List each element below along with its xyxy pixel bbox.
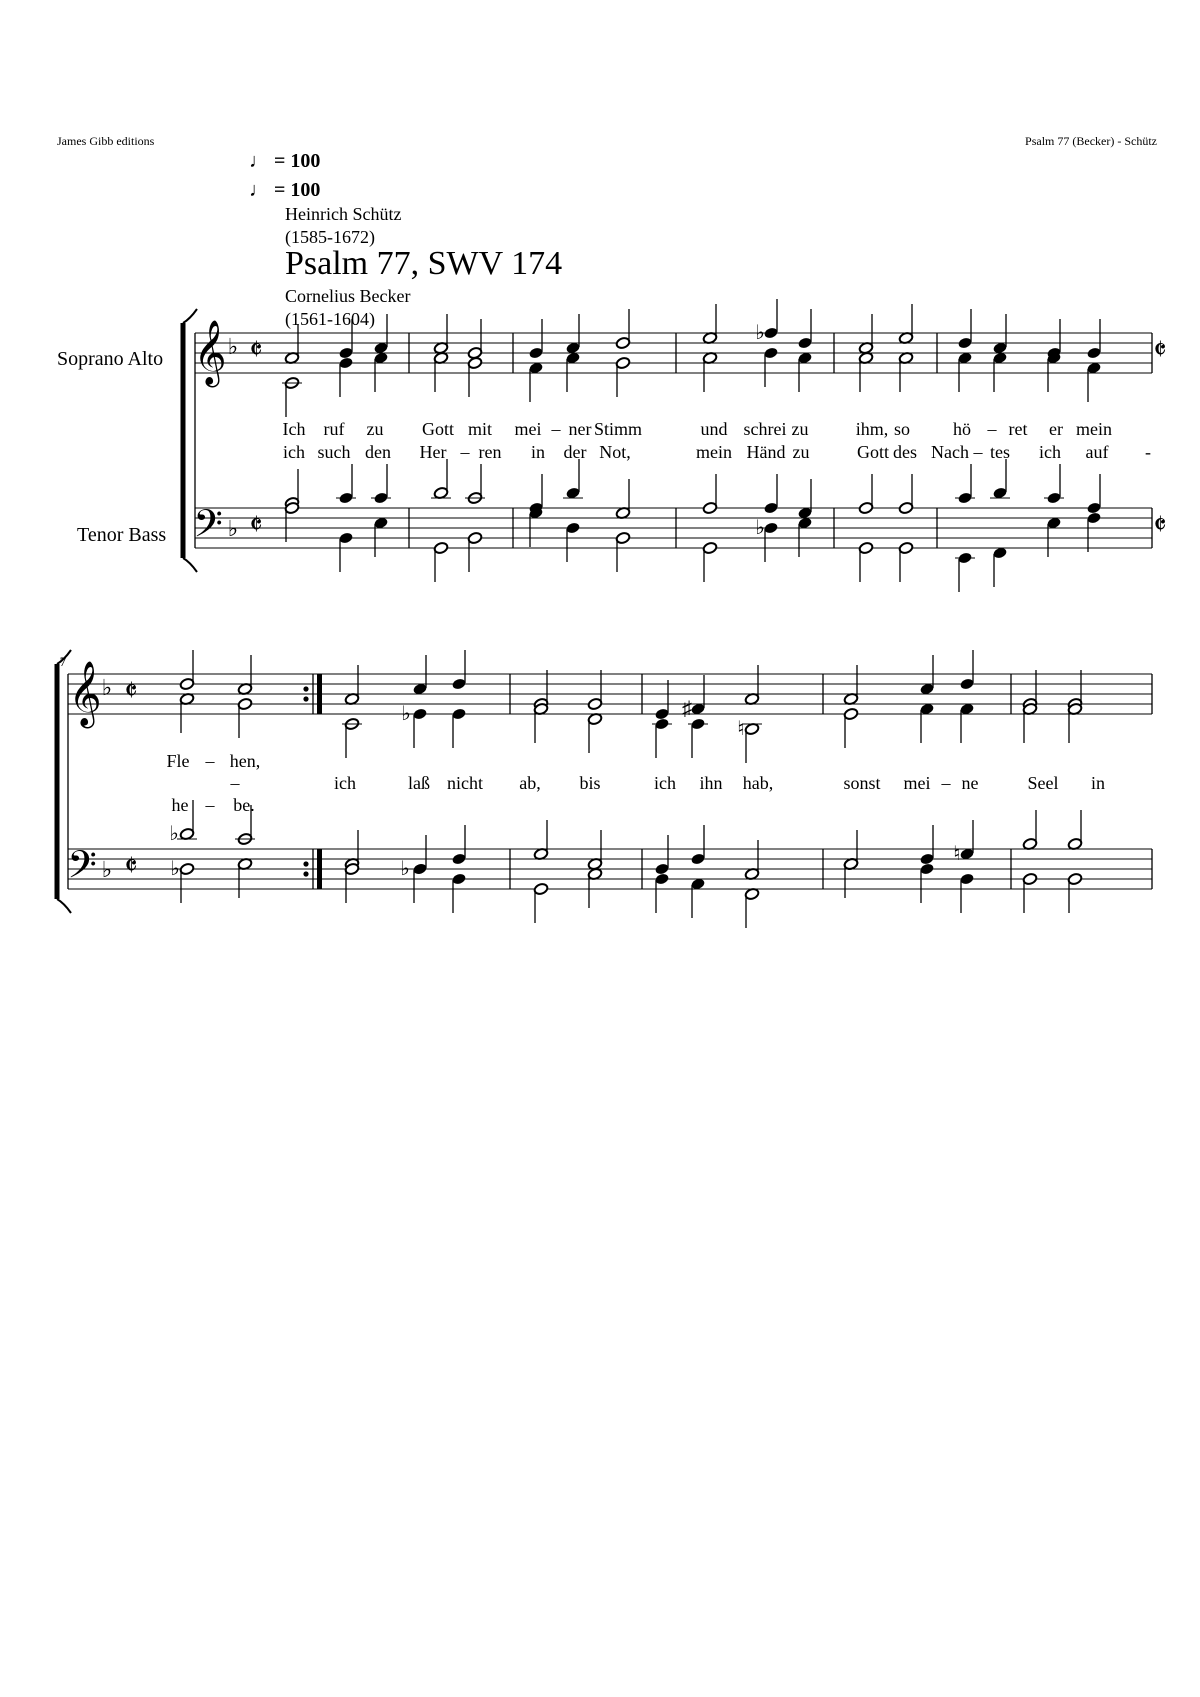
lyric-verse1: in	[1090, 773, 1106, 793]
upper-note	[179, 692, 194, 733]
lyric-verse2: Händ	[746, 442, 786, 462]
lyric-verse2: –	[460, 442, 470, 462]
treble-clef-icon: 𝄞	[193, 322, 227, 384]
lyric-verse2: Nach	[931, 442, 969, 462]
upper-note	[565, 351, 580, 392]
lower-note	[1067, 810, 1082, 851]
lyric-verse2: Her	[419, 442, 447, 462]
lyric-verse1: er	[1049, 419, 1063, 439]
lower-note	[615, 479, 630, 520]
lower-note	[797, 516, 812, 557]
lyric-verse1: –	[987, 419, 997, 439]
lyric-verse2: –	[205, 795, 215, 815]
lower-note	[959, 872, 974, 913]
upper-note	[412, 655, 427, 696]
lower-note	[763, 474, 778, 515]
upper-note	[533, 702, 548, 743]
upper-note	[467, 319, 482, 360]
upper-note	[858, 351, 873, 392]
lower-note	[955, 551, 975, 592]
repeat-dot	[303, 696, 308, 701]
lyric-middle: –	[230, 773, 240, 793]
lyric-verse1: laß	[408, 773, 430, 793]
lyric-verse1: und	[700, 419, 728, 439]
lower-note	[690, 825, 705, 866]
upper-note	[237, 655, 252, 696]
lower-note	[1086, 474, 1101, 515]
lower-note	[1022, 872, 1037, 913]
flat-accidental: ♭	[401, 703, 411, 725]
lyric-verse1: mit	[467, 419, 493, 439]
upper-note	[433, 351, 448, 392]
lower-note	[744, 840, 759, 881]
instrument-label-soprano-alto: Soprano Alto	[57, 348, 164, 370]
lower-note	[431, 459, 451, 500]
lyric-verse1: schrei	[743, 419, 787, 439]
upper-note	[615, 356, 630, 397]
upper-note	[702, 304, 717, 345]
lyric-verse2: auf	[1085, 442, 1109, 462]
lower-note	[587, 830, 602, 871]
upper-note	[992, 314, 1007, 355]
lower-note	[284, 501, 299, 542]
lyric-verse1: ihm,	[855, 419, 889, 439]
lower-note	[344, 862, 359, 903]
upper-note	[763, 299, 778, 340]
lyric-verse2: Gott	[856, 442, 890, 462]
lower-note	[371, 464, 391, 505]
upper-note	[742, 722, 762, 763]
upper-note	[373, 314, 388, 355]
lower-note	[467, 531, 482, 572]
upper-note	[1046, 351, 1061, 392]
upper-note	[957, 351, 972, 392]
upper-note	[688, 717, 708, 758]
upper-note	[338, 356, 353, 397]
lower-note	[412, 862, 427, 903]
lower-note	[702, 474, 717, 515]
lower-note	[858, 474, 873, 515]
sharp-accidental: ♯	[682, 698, 692, 720]
repeat-dot	[303, 861, 308, 866]
upper-note	[843, 665, 858, 706]
lyric-verse1: so	[893, 419, 911, 439]
key-signature-flat: ♭	[227, 516, 239, 541]
upper-note	[373, 351, 388, 392]
lower-note	[955, 464, 975, 505]
upper-note	[1086, 319, 1101, 360]
upper-note	[528, 319, 543, 360]
lower-note	[702, 541, 717, 582]
repeat-dot	[303, 686, 308, 691]
lyricist-dates: (1561-1604)	[285, 309, 375, 329]
measure-number: 7	[59, 654, 67, 669]
upper-note	[342, 717, 362, 758]
upper-note	[959, 702, 974, 743]
lower-note	[587, 867, 602, 908]
lyric-verse1: zu	[791, 419, 809, 439]
lower-note	[338, 531, 353, 572]
upper-note	[587, 670, 602, 711]
upper-note	[992, 351, 1007, 392]
lyric-verse1: ab,	[519, 773, 541, 793]
lyric-verse2: mein	[696, 442, 732, 462]
flat-accidental: ♭	[169, 823, 179, 845]
key-signature-flat: ♭	[227, 334, 239, 359]
upper-note	[690, 675, 705, 716]
lyric-verse1: Gott	[421, 419, 455, 439]
lyric-verse1: ne	[961, 773, 979, 793]
lower-note	[763, 521, 778, 562]
lower-note	[858, 541, 873, 582]
lyricist-name: Cornelius Becker	[285, 286, 411, 306]
time-signature-cut: 𝄵	[249, 509, 263, 542]
lower-note	[654, 872, 669, 913]
upper-note	[615, 309, 630, 350]
lyric-verse2: ich	[1039, 442, 1061, 462]
bracket-hook	[57, 899, 71, 913]
lower-note	[451, 872, 466, 913]
upper-note	[565, 314, 580, 355]
lyric-verse1: Fle	[166, 751, 190, 771]
lower-note	[1067, 872, 1082, 913]
flat-accidental: ♭	[170, 858, 180, 880]
lower-note	[744, 887, 759, 928]
upper-note	[1086, 361, 1101, 402]
repeat-dot	[303, 871, 308, 876]
lower-note	[615, 531, 630, 572]
lower-note	[654, 835, 669, 876]
edition-label: James Gibb editions	[57, 134, 155, 148]
upper-note	[744, 665, 759, 706]
lyric-verse2: tes	[990, 442, 1010, 462]
lyric-verse2: des	[893, 442, 917, 462]
lower-note	[433, 541, 448, 582]
upper-note	[797, 309, 812, 350]
lyric-verse1: ret	[1008, 419, 1028, 439]
lyric-verse1: bis	[579, 773, 601, 793]
upper-note	[412, 707, 427, 748]
upper-note	[797, 351, 812, 392]
lower-note	[533, 820, 548, 861]
lyric-verse2: -	[1145, 442, 1151, 462]
lyric-verse2: –	[973, 442, 983, 462]
lyric-verse1: –	[551, 419, 561, 439]
upper-note	[528, 361, 543, 402]
quarter-note-icon: ♩	[249, 179, 269, 201]
tempo-value: = 100	[274, 179, 321, 201]
lyric-verse1: Ich	[282, 419, 306, 439]
upper-note	[702, 351, 717, 392]
lyric-verse1: hö	[953, 419, 971, 439]
lyric-verse1: Stimm	[593, 419, 643, 439]
lower-note	[373, 516, 388, 557]
upper-note	[919, 702, 934, 743]
time-signature-cut: 𝄵	[1153, 334, 1167, 367]
lyric-verse2: be.	[233, 795, 255, 815]
lyric-verse1: mei	[903, 773, 931, 793]
natural-accidental: ♮	[737, 718, 745, 740]
lower-note	[336, 464, 356, 505]
upper-note	[344, 665, 359, 706]
upper-note	[237, 697, 252, 738]
lower-note	[919, 825, 934, 866]
time-signature-cut: 𝄵	[1153, 509, 1167, 542]
upper-note	[338, 319, 353, 360]
upper-note	[957, 309, 972, 350]
bass-clef-icon: 𝄢	[67, 844, 97, 895]
lower-note	[959, 820, 974, 861]
running-title: Psalm 77 (Becker) - Schütz	[1025, 134, 1157, 148]
lyric-verse2: Not,	[599, 442, 631, 462]
upper-note	[898, 304, 913, 345]
composer-dates: (1585-1672)	[285, 227, 375, 247]
thick-barline	[317, 674, 322, 714]
lower-note	[179, 862, 194, 903]
lyric-verse1: hen,	[229, 751, 261, 771]
upper-note	[587, 712, 602, 753]
lower-note	[563, 459, 583, 500]
lower-note	[690, 877, 705, 918]
upper-note	[919, 655, 934, 696]
lyric-verse1: mein	[1076, 419, 1112, 439]
bracket-hook	[183, 558, 197, 572]
page-title: Psalm 77, SWV 174	[285, 245, 563, 282]
lower-note	[919, 862, 934, 903]
lyric-verse1: ruf	[323, 419, 345, 439]
flat-accidental: ♭	[755, 517, 765, 539]
bracket-hook	[183, 309, 197, 323]
lower-note	[1044, 464, 1064, 505]
lyric-verse1: sonst	[843, 773, 881, 793]
upper-note	[858, 314, 873, 355]
upper-note	[654, 680, 669, 721]
upper-note	[763, 346, 778, 387]
upper-note	[898, 351, 913, 392]
lower-note	[797, 479, 812, 520]
key-signature-flat: ♭	[101, 675, 113, 700]
flat-accidental: ♭	[400, 858, 410, 880]
upper-note	[284, 324, 299, 365]
lower-note	[990, 459, 1010, 500]
flat-accidental: ♭	[755, 322, 765, 344]
lower-note	[992, 546, 1007, 587]
lyric-verse1: ich	[334, 773, 356, 793]
tempo-value: = 100	[274, 150, 321, 172]
composer-name: Heinrich Schütz	[285, 204, 402, 224]
time-signature-cut: 𝄵	[124, 850, 138, 883]
upper-note	[433, 314, 448, 355]
lyric-verse2: ich	[283, 442, 305, 462]
quarter-note-icon: ♩	[249, 150, 269, 172]
time-signature-cut: 𝄵	[249, 334, 263, 367]
lyric-verse1: –	[941, 773, 951, 793]
time-signature-cut: 𝄵	[124, 675, 138, 708]
upper-note	[843, 707, 858, 748]
lower-note	[898, 474, 913, 515]
upper-note	[652, 717, 672, 758]
lyric-verse2: in	[530, 442, 546, 462]
lower-note	[843, 857, 858, 898]
lower-note	[528, 506, 543, 547]
lower-note	[451, 825, 466, 866]
lyric-verse1: nicht	[447, 773, 483, 793]
lower-note	[565, 521, 580, 562]
upper-note	[282, 376, 302, 417]
lyric-verse1: ner	[568, 419, 592, 439]
lyric-verse1: zu	[366, 419, 384, 439]
lyric-verse1: mei	[514, 419, 542, 439]
lower-note	[1022, 810, 1037, 851]
upper-note	[1022, 702, 1037, 743]
lyric-verse1: –	[205, 751, 215, 771]
lower-note	[533, 882, 548, 923]
upper-note	[467, 356, 482, 397]
lyric-verse1: hab,	[742, 773, 774, 793]
lower-note	[465, 464, 485, 505]
lyric-verse1: ich	[654, 773, 676, 793]
key-signature-flat: ♭	[101, 857, 113, 882]
lower-note	[237, 857, 252, 898]
lyric-verse1: Seel	[1027, 773, 1059, 793]
bass-clef-icon: 𝄢	[193, 503, 223, 554]
thick-barline	[317, 849, 322, 889]
lyric-verse2: he	[171, 795, 189, 815]
lower-note	[1046, 516, 1061, 557]
upper-note	[1067, 702, 1082, 743]
lyric-verse2: der	[563, 442, 587, 462]
lyric-verse2: such	[317, 442, 351, 462]
lyric-verse2: ren	[478, 442, 502, 462]
upper-note	[179, 650, 194, 691]
instrument-label-tenor-bass: Tenor Bass	[77, 524, 167, 546]
lyric-verse2: zu	[792, 442, 810, 462]
upper-note	[451, 707, 466, 748]
lower-note	[898, 541, 913, 582]
lyric-verse2: den	[365, 442, 391, 462]
upper-note	[451, 650, 466, 691]
lower-note	[1086, 511, 1101, 552]
lyric-verse1: ihn	[699, 773, 723, 793]
natural-accidental: ♮	[953, 843, 961, 865]
treble-clef-icon: 𝄞	[68, 663, 102, 725]
upper-note	[959, 650, 974, 691]
